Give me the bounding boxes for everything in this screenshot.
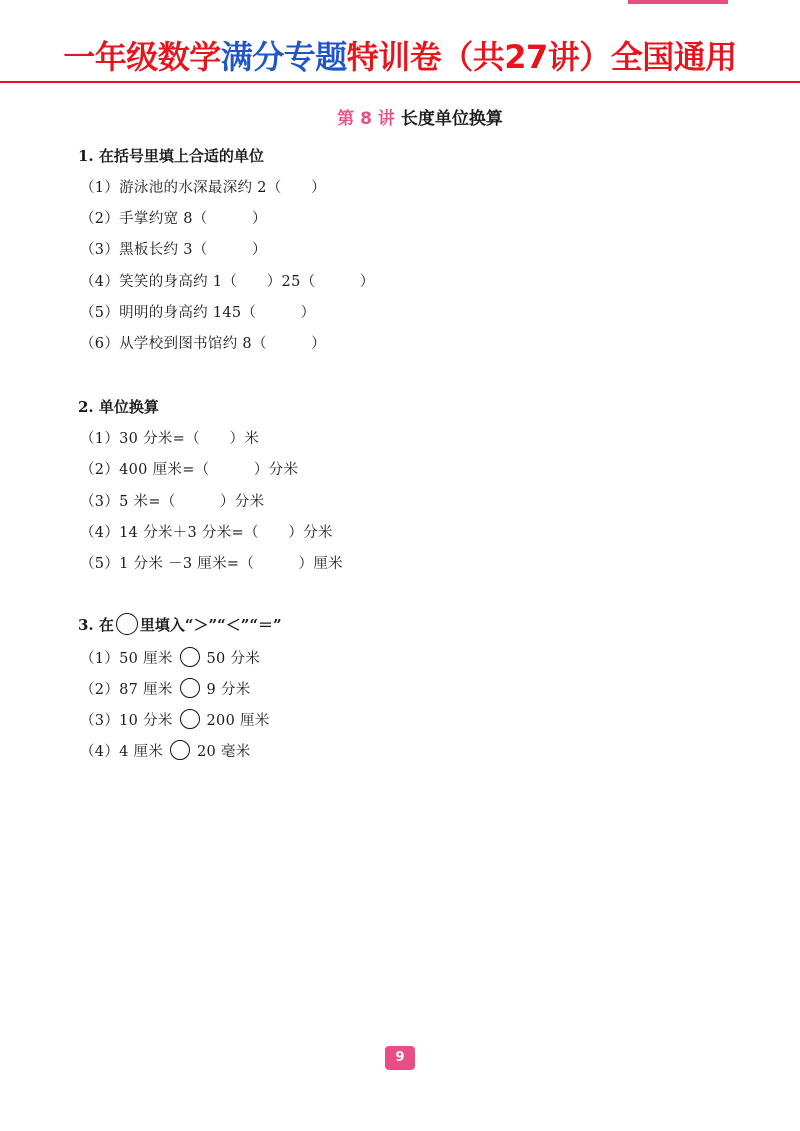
lecture-name: 长度单位换算: [400, 109, 503, 129]
question-item: （3）黑板长约 3（ ）: [80, 242, 267, 258]
compare-left: （3）10 分米: [80, 713, 173, 729]
section-heading-2: 2. 单位换算: [78, 398, 159, 416]
compare-item: [80, 678, 251, 700]
question-item: （1）游泳池的水深最深约 2（ ）: [80, 180, 326, 196]
compare-right: 200 厘米: [206, 713, 270, 729]
compare-right: 9 分米: [206, 682, 251, 698]
compare-left: （4）4 厘米: [80, 744, 164, 760]
compare-item: [80, 709, 270, 731]
section-heading-3-pre: 3. 在: [78, 616, 114, 634]
banner-title: [0, 34, 800, 80]
answer-circle-icon: [116, 613, 138, 635]
lecture-title: [0, 104, 800, 129]
banner-title-part2: 满分专题: [220, 38, 347, 76]
question-item: （4）14 分米＋3 分米=（ ）分米: [80, 525, 333, 541]
answer-circle-icon[interactable]: [180, 678, 200, 698]
answer-circle-icon[interactable]: [170, 740, 190, 760]
compare-item: [80, 647, 260, 669]
page-number-badge: 9: [385, 1046, 415, 1070]
lecture-number: 第 8 讲: [337, 109, 395, 129]
banner-title-part1: 一年级数学: [63, 38, 221, 76]
question-item: （3）5 米=（ ）分米: [80, 494, 265, 510]
question-item: （1）30 分米=（ ）米: [80, 431, 260, 447]
compare-right: 50 分米: [206, 651, 261, 667]
question-item: （6）从学校到图书馆约 8（ ）: [80, 336, 326, 352]
compare-item: [80, 740, 251, 762]
section-heading-3: [78, 614, 282, 637]
compare-left: （2）87 厘米: [80, 682, 173, 698]
section-heading-3-post: 里填入“＞”“＜”“＝”: [139, 616, 282, 634]
question-item: （2）手掌约宽 8（ ）: [80, 211, 267, 227]
compare-left: （1）50 厘米: [80, 651, 173, 667]
banner-title-part3: 特训卷（共27讲）全国通用: [346, 38, 737, 76]
banner-divider: [0, 81, 800, 83]
question-item: （5）明明的身高约 145（ ）: [80, 305, 316, 321]
section-heading-1: 1. 在括号里填上合适的单位: [78, 147, 264, 165]
answer-circle-icon[interactable]: [180, 709, 200, 729]
top-accent-bar: [628, 0, 728, 4]
answer-circle-icon[interactable]: [180, 647, 200, 667]
question-item: （5）1 分米 －3 厘米=（ ）厘米: [80, 556, 343, 572]
question-item: （2）400 厘米=（ ）分米: [80, 462, 299, 478]
compare-right: 20 毫米: [197, 744, 251, 760]
question-item: （4）笑笑的身高约 1（ ）25（ ）: [80, 274, 375, 290]
